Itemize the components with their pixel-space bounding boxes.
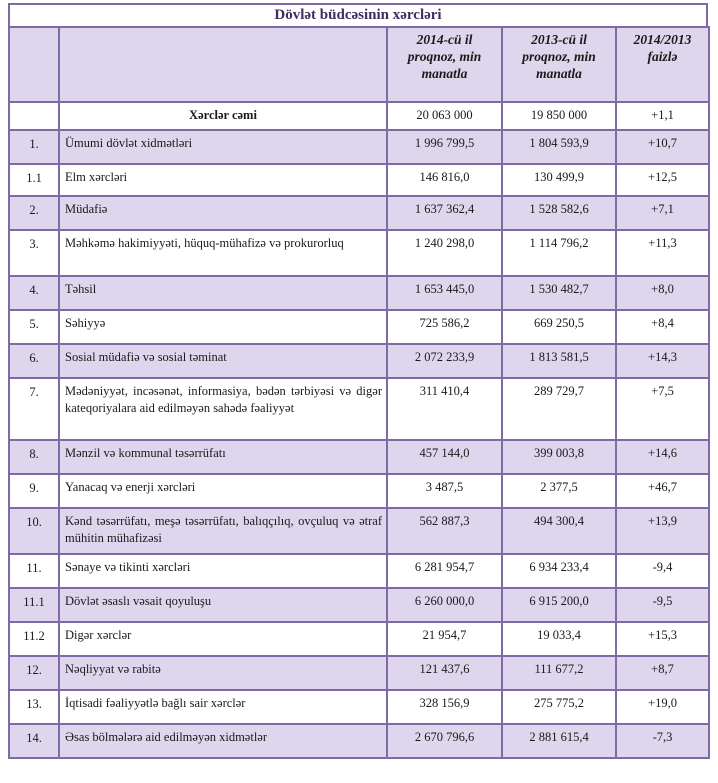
row-number-cell: 13. (9, 690, 59, 724)
row-2014-cell: 121 437,6 (387, 656, 502, 690)
row-number-cell: 1. (9, 130, 59, 164)
table-body (9, 102, 709, 758)
row-percent-cell: +10,7 (616, 130, 709, 164)
budget-expenses-table-block (8, 3, 708, 759)
row-2014-cell: 1 637 362,4 (387, 196, 502, 230)
row-2014-cell: 1 653 445,0 (387, 276, 502, 310)
row-number-cell: 11. (9, 554, 59, 588)
table-row (9, 344, 709, 378)
row-name-cell: Səhiyyə (59, 310, 387, 344)
row-percent-cell: +7,1 (616, 196, 709, 230)
row-2013-cell: 1 530 482,7 (502, 276, 616, 310)
total-2013: 19 850 000 (502, 102, 616, 130)
header-cell-number (9, 27, 59, 102)
row-percent-cell: +15,3 (616, 622, 709, 656)
row-number-cell: 4. (9, 276, 59, 310)
row-name-cell: Sənaye və tikinti xərcləri (59, 554, 387, 588)
row-2013-cell: 1 114 796,2 (502, 230, 616, 276)
row-number-cell: 5. (9, 310, 59, 344)
table-row (9, 474, 709, 508)
row-2014-cell: 311 410,4 (387, 378, 502, 440)
table-title: Dövlət büdcəsinin xərcləri (8, 3, 708, 26)
row-number-cell: 2. (9, 196, 59, 230)
row-2014-cell: 2 072 233,9 (387, 344, 502, 378)
row-name-cell: Təhsil (59, 276, 387, 310)
row-number-cell: 11.2 (9, 622, 59, 656)
row-percent-cell: -7,3 (616, 724, 709, 758)
table-row (9, 164, 709, 196)
table-row (9, 196, 709, 230)
row-name-cell: Elm xərcləri (59, 164, 387, 196)
row-2014-cell: 3 487,5 (387, 474, 502, 508)
table-row (9, 508, 709, 554)
table-row (9, 724, 709, 758)
row-2013-cell: 1 804 593,9 (502, 130, 616, 164)
row-percent-cell: +8,7 (616, 656, 709, 690)
row-2013-cell: 2 377,5 (502, 474, 616, 508)
table-row (9, 230, 709, 276)
row-2013-cell: 19 033,4 (502, 622, 616, 656)
row-2014-cell: 6 260 000,0 (387, 588, 502, 622)
row-2014-cell: 1 240 298,0 (387, 230, 502, 276)
row-percent-cell: +19,0 (616, 690, 709, 724)
table-row (9, 440, 709, 474)
row-2014-cell: 2 670 796,6 (387, 724, 502, 758)
row-percent-cell: +8,4 (616, 310, 709, 344)
row-percent-cell: +11,3 (616, 230, 709, 276)
row-2013-cell: 289 729,7 (502, 378, 616, 440)
table-row (9, 554, 709, 588)
row-number-cell: 10. (9, 508, 59, 554)
row-2014-cell: 562 887,3 (387, 508, 502, 554)
row-2013-cell: 669 250,5 (502, 310, 616, 344)
row-2014-cell: 146 816,0 (387, 164, 502, 196)
header-2013-forecast: 2013-cü il proqnoz, min manatla (502, 27, 616, 102)
row-2013-cell: 494 300,4 (502, 508, 616, 554)
row-name-cell: Mənzil və kommunal təsərrüfatı (59, 440, 387, 474)
row-number-cell: 9. (9, 474, 59, 508)
total-percent: +1,1 (616, 102, 709, 130)
row-2014-cell: 6 281 954,7 (387, 554, 502, 588)
row-name-cell: Müdafiə (59, 196, 387, 230)
row-percent-cell: -9,4 (616, 554, 709, 588)
table-row (9, 310, 709, 344)
row-percent-cell: +13,9 (616, 508, 709, 554)
table-row (9, 276, 709, 310)
row-number-cell: 11.1 (9, 588, 59, 622)
total-number-cell (9, 102, 59, 130)
row-2014-cell: 328 156,9 (387, 690, 502, 724)
row-number-cell: 6. (9, 344, 59, 378)
row-2013-cell: 130 499,9 (502, 164, 616, 196)
row-name-cell: Əsas bölmələrə aid edilməyən xidmətlər (59, 724, 387, 758)
row-percent-cell: +12,5 (616, 164, 709, 196)
row-percent-cell: +46,7 (616, 474, 709, 508)
row-2013-cell: 1 528 582,6 (502, 196, 616, 230)
table-row (9, 622, 709, 656)
row-name-cell: Nəqliyyat və rabitə (59, 656, 387, 690)
table-row (9, 588, 709, 622)
row-2014-cell: 725 586,2 (387, 310, 502, 344)
header-percent-change: 2014/2013 faizlə (616, 27, 709, 102)
row-2013-cell: 6 915 200,0 (502, 588, 616, 622)
row-2013-cell: 2 881 615,4 (502, 724, 616, 758)
row-name-cell: Ümumi dövlət xidmətləri (59, 130, 387, 164)
row-number-cell: 3. (9, 230, 59, 276)
row-number-cell: 14. (9, 724, 59, 758)
row-2013-cell: 275 775,2 (502, 690, 616, 724)
total-label: Xərclər cəmi (59, 102, 387, 130)
row-percent-cell: +14,3 (616, 344, 709, 378)
table-row (9, 130, 709, 164)
row-number-cell: 12. (9, 656, 59, 690)
row-name-cell: Mədəniyyət, incəsənət, informasiya, bədən tərbiyəsi və digər kateqoriyalara aid edilməyən sahədə fəaliyyət (59, 378, 387, 440)
row-percent-cell: -9,5 (616, 588, 709, 622)
row-name-cell: Sosial müdafiə və sosial təminat (59, 344, 387, 378)
row-2013-cell: 1 813 581,5 (502, 344, 616, 378)
row-name-cell: İqtisadi fəaliyyətlə bağlı sair xərclər (59, 690, 387, 724)
row-name-cell: Məhkəmə hakimiyyəti, hüquq-mühafizə və prokurorluq (59, 230, 387, 276)
header-cell-name (59, 27, 387, 102)
row-2014-cell: 457 144,0 (387, 440, 502, 474)
header-row (9, 27, 709, 102)
row-number-cell: 1.1 (9, 164, 59, 196)
row-percent-cell: +7,5 (616, 378, 709, 440)
row-number-cell: 7. (9, 378, 59, 440)
row-percent-cell: +14,6 (616, 440, 709, 474)
total-row (9, 102, 709, 130)
row-name-cell: Digər xərclər (59, 622, 387, 656)
row-number-cell: 8. (9, 440, 59, 474)
budget-expenses-table (8, 26, 710, 759)
table-row (9, 656, 709, 690)
row-name-cell: Yanacaq və enerji xərcləri (59, 474, 387, 508)
row-2013-cell: 6 934 233,4 (502, 554, 616, 588)
header-2014-forecast: 2014-cü il proqnoz, min manatla (387, 27, 502, 102)
row-2013-cell: 399 003,8 (502, 440, 616, 474)
row-2013-cell: 111 677,2 (502, 656, 616, 690)
row-name-cell: Dövlət əsaslı vəsait qoyuluşu (59, 588, 387, 622)
row-2014-cell: 21 954,7 (387, 622, 502, 656)
row-name-cell: Kənd təsərrüfatı, meşə təsərrüfatı, balıqçılıq, ovçuluq və ətraf mühitin mühafizəsi (59, 508, 387, 554)
table-row (9, 378, 709, 440)
row-2014-cell: 1 996 799,5 (387, 130, 502, 164)
table-row (9, 690, 709, 724)
row-percent-cell: +8,0 (616, 276, 709, 310)
total-2014: 20 063 000 (387, 102, 502, 130)
